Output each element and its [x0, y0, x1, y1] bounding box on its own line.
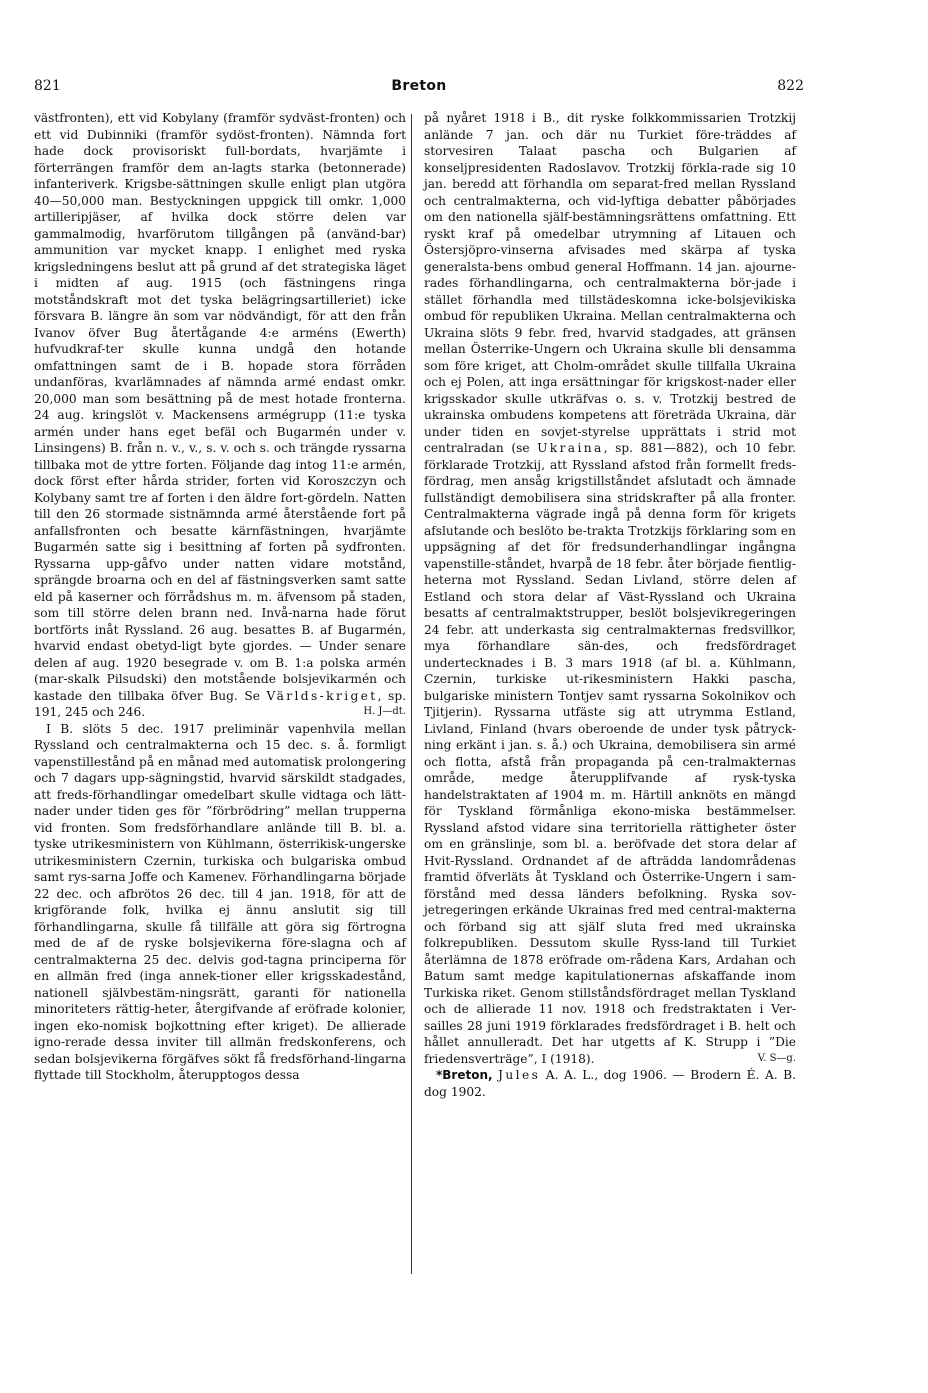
author-signature: H. J—dt.: [363, 706, 406, 717]
left-column: [34, 110, 406, 1084]
entry-breton-jules: *Breton, Jules A. A. L., dog 1906. — Brodern É. A. B. dog 1902.: [424, 1068, 797, 1099]
page-number-right: 822: [777, 78, 804, 94]
cross-reference: Världs-kriget: [266, 688, 378, 703]
page-header: [34, 78, 804, 100]
column-divider: [411, 114, 412, 1274]
author-signature: V. S—g.: [757, 1052, 796, 1064]
cross-reference: Ukraina: [537, 441, 604, 455]
right-column: [424, 110, 796, 1100]
paragraph-brest-fortress: västfronten), ett vid Kobylany (framför sydväst-fronten) och ett vid Dubinniki (framför sydöst-fronten). Nämnda fort hade dock provisoriskt full-bordats, hvarjämte i förterrängen framför dem an-lagts starka (betonnerade) infanteriverk. Krigsbe-sättningen skulle enligt plan utgöra 40—50,000 man. Bestyckningen uppgick till omkr. 1,000 artilleripjäser, af hvilka dock större delen var gammalmodig, hvarförutom tillgången på (använd-bar) ammunition var mycket knapp. I enlighet med ryska krigsledningens beslut att på grund af det strategiska läget i midten af aug. 1915 (och fästningens ringa motståndskraft mot det tyska belägringsartilleriet) icke försvara B. längre än som var nödvändigt, för att den från Ivanov öfver Bug återtågande 4:e arméns (Ewerth) hufvudkraf-ter skulle kunna undgå den hotande omfattningen samt de i B. hopade stora förråden undanföras, kvarlämnades af nämnda armé endast omkr. 20,000 man som besättning på de mest hotade fronterna. 24 aug. kringslöt v. Mackensens armégrupp (11:e tyska armén under hans eget befäl och Bugarmén under v. Linsingens) B. från n. v., v., s. v. och s. och trängde ryssarna tillbaka mot de yttre forten. Följande dag intog 11:e armén, dock först efter hårda strider, forten vid Koroszczyn och Kolybany samt tre af forten i den äldre fort-gördeln. Natten till den 26 stormade sistnämnda armé återstående fort på anfallsfronten och besatte kärnfästningen, hvarjämte Bugarmén satte sig i besittning af forten på sydfronten. Ryssarna upp-gåfvo under natten vidare motstånd, sprängde broarna och en del af fästningsverken samt satte eld på kaserner och förrådshus m. m. äfvensom på staden, som till större delen brann ned. Invå-narna hade förut bortförts inåt Ryssland. 26 aug. besattes B. af Bugarmén, hvarvid endast obetyd-ligt byte gjordes. — Under senare delen af aug. 1920 besegrade v. om B. 1:a polska armén (mar-skalk Pilsudski) den motstående bolsjevikarmén och kastade den tillbaka öfver Bug. Se Världs-kriget, sp. 191, 245 och 246. H. J—dt.: [34, 111, 406, 719]
paragraph-peace-treaty: på nyåret 1918 i B., dit ryske folkkommissarien Trotzkij anlände 7 jan. och där nu Turkiet före-träddes af storvesiren Talaat pascha och Bulgarien af konseljpresidenten Radoslavov. Trotzkij förkla-rade sig 10 jan. beredd att förhandla om separat-fred mellan Ryssland och centralmakterna, och vid-lyftiga debatter påbörjades om den nationella själf-bestämningsrättens omfattning. Ett ryskt kraf på omedelbar utrymning af Litauen och Östersjöpro-vinserna afvisades med skärpa af tyska generalsta-bens ombud general Hoffmann. 14 jan. ajourne-rades förhandlingarna, och centralmakterna bör-jade i stället förhandla med tillstädeskomna icke-bolsjevikiska ombud för republiken Ukraina. Mellan centralmakterna och Ukraina slöts 9 febr. fred, hvarvid stadgades, att gränsen mellan Österrike-Ungern och Ukraina skulle bli densamma som före kriget, att Cholm-området skulle tillfalla Ukraina och ej Polen, att inga ersättningar för krigskost-nader eller krigsskador skulle utkräfvas o. s. v. Trotzkij bestred de ukrainska ombudens kompetens att företräda Ukraina, där under tiden en sovjet-styrelse upprättats i strid mot centralradan (se Ukraina, sp. 881—882), och 10 febr. förklarade Trotzkij, att Ryssland afstod från formellt freds-fördrag, men ansåg krigstillståndet afslutadt och ämnade fullständigt demobilisera sina stridskrafter på alla fronter. Centralmakterna vägrade ingå på denna form för krigets afslutande och beslöto be-trakta Trotzkijs förklaring som en uppsägning af det för fredsunderhandlingar ingångna vapenstille-ståndet, hvarpå de 18 febr. åter började fientlig-heterna mot Ryssland. Sedan Livland, större delen af Estland och stora delar af Väst-Ryssland och Ukraina besatts af centralmaktstrupper, beslöt bolsjevikregeringen 24 febr. att underkasta sig centralmakternas fredsvillkor, mya förhandlare sän-des, och fredsfördraget undertecknades i B. 3 mars 1918 (af bl. a. Kühlmann, Czernin, turkiske ut-rikesministern Hakki pascha, bulgariske ministern Tontjev samt ryssarna Sokolnikov och Tjitjerin). Ryssarna utfäste sig att utrymma Estland, Livland, Finland (hvars oberoende de under tysk påtryck-ning erkänt i jan. s. å.) och Ukraina, demobilisera sin armé och flotta, afstå från propaganda på cen-tralmakternas område, medge återupplifvande af rysk-tyska handelstraktaten af 1904 m. m. Härtill anknöts en mängd för Tyskland förmånliga ekono-miska bestämmelser. Ryssland afstod vidare sina territoriella rättigheter öster om en gränslinje, som bl. a. beröfvade det stora delar af Hvit-Ryssland. Ordnandet af de afträdda landområdenas framtid öfverläts åt Tyskland och Österrike-Ungern i sam-förstånd med dessa länders befolkning. Ryska sov-jetregeringen erkände Ukrainas fred med central-makterna och förband sig att själf sluta fred med ukrainska folkrepubliken. Dessutom skulle Ryss-land till Turkiet återlämna de 1878 eröfrade om-rådena Kars, Ardahan och Batum samt medge kapitulationernas afskaffande inom Turkiska riket. Genom stillståndsfördraget mellan Tyskland och de allierade 11 nov. 1918 och fredstraktaten i Ver-sailles 28 juni 1919 förklarades fredsfördraget i B. helt och hållet annulleradt. Det har utgetts af K. Strupp i ”Die friedensverträge”, I (1918). V. S—g.: [424, 111, 797, 1066]
page-number-left: 821: [34, 78, 61, 94]
running-title: Breton: [391, 78, 447, 94]
entry-first-name: Jules: [498, 1068, 541, 1082]
paragraph-armistice: I B. slöts 5 dec. 1917 preliminär vapenhvila mellan Ryssland och centralmakterna och 15 dec. s. å. formligt vapenstillestånd på en månad med automatisk prolongering och 7 dagars upp-sägningstid, hvarvid särskildt stadgades, att freds-förhandlingar omedelbart skulle vidtaga och lätt-nader under tiden ges för ”förbrödring” mellan trupperna vid fronten. Som fredsförhandlare anlände till B. bl. a. tyske utrikesministern von Kühlmann, österrikisk-ungerske utrikesministern Czernin, turkiska och bulgariska ombud samt rys-sarna Joffe och Kamenev. Förhandlingarna började 22 dec. och afbrötos 26 dec. till 4 jan. 1918, för att de krigförande folk, hvilka ej ännu anslutit sig till förhandlingarna, skulle få tillfälle att göra sig förtrogna med de af de ryske bolsjevikerna före-slagna och af centralmakterna 25 dec. delvis god-tagna principerna för en allmän fred (inga annek-tioner eller krigsskadestånd, nationell självbestäm-ningsrätt, garanti för nationella minoriteters rättig-heter, återgifvande af eröfrade kolonier, ingen eko-nomisk bojkottning efter kriget). De allierade igno-rerade dessa inviter till allmän fredskonferens, och sedan bolsjevikerna förgäfves sökt få fredsförhand-lingarna flyttade till Stockholm, återupptogos dessa: [34, 721, 406, 1082]
entry-headword: *Breton,: [436, 1068, 493, 1082]
